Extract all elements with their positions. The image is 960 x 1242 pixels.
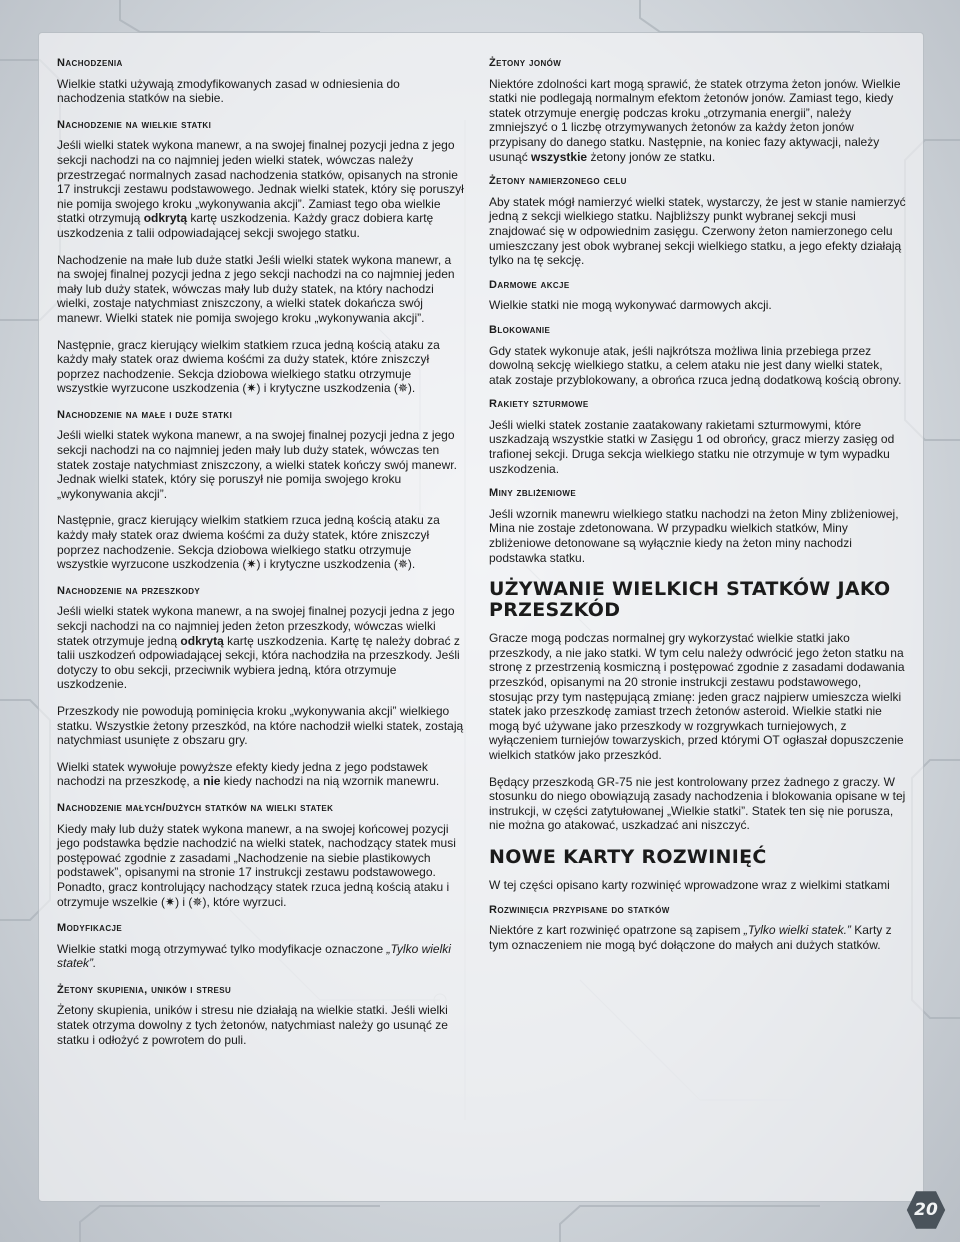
italic-tag: „Tylko wielki statek”.: [57, 941, 451, 971]
left-column: [57, 48, 465, 1059]
paragraph: [57, 604, 465, 692]
right-column: [489, 48, 907, 964]
paragraph: Następnie, gracz kierujący wielkim statkiem rzuca jedną kością ataku za każdy mały statek oraz dwiema kośćmi za duży statek, które zniszczył poprzez nachodzenie. Sekcja dziobowa wielkiego statku otrzymuje wszystkie wyrzucone uszkodzenia (✷) i krytyczne uszkodzenia (✵).: [57, 513, 440, 572]
italic-tag: „Tylko wielki statek.”: [743, 923, 851, 938]
heading-modyfikacje: Modyfikacje: [57, 922, 123, 935]
heading-miny: Miny zbliżeniowe: [489, 487, 577, 500]
paragraph: [57, 942, 465, 971]
text: żetony jonów ze statku.: [590, 149, 716, 164]
paragraph: Wielkie statki używają zmodyfikowanych zasad w odniesienia do nachodzenia statków na siebie.: [57, 76, 400, 106]
heading-nachodzenie-przeszkody: Nachodzenie na przeszkody: [57, 584, 201, 597]
paragraph: Jeśli wielki statek zostanie zaatakowany rakietami szturmowymi, które uszkadzają wszystkie statki w Zasięgu 1 od obrońcy, gracz mierzy zasięg od trafionej sekcji. Druga sekcja wielkiego statku nie otrzymuje w tym wypadku uszkodzenia.: [489, 417, 895, 476]
heading-zetony-jonow: Żetony jonów: [489, 57, 562, 69]
paragraph: Przeszkody nie powodują pominięcia kroku „wykonywania akcji” wielkiego statku. Wszystkie żetony przeszkód, na które nachodził wielki statek, zostają natychmiast usunięte z obszaru gry.: [57, 703, 464, 748]
paragraph: [489, 77, 907, 165]
heading-rozwiniecia: Rozwinięcia przypisane do statków: [489, 903, 670, 916]
text: Wielki statek wywołuje powyższe efekty kiedy jedna z jego podstawek nachodzi na przeszkodę, a: [57, 759, 428, 789]
text: kartę uszkodzenia. Każdy gracz dobiera kartę uszkodzenia z talii odpowiadającej sekcji swojego statku.: [57, 211, 434, 240]
heading-namierzony-cel: Żetony namierzonego celu: [489, 175, 627, 188]
paragraph: Gracze mogą podczas normalnej gry wykorzystać wielkie statki jako przeszkody, a nie jako statki. W tym celu należy odwrócić jego żeton statku na stronę z przestrzenią kosmiczną i postępować zgodnie z zasadami dodawania przeszkód, opisanymi na 20 stronie instrukcji zestawu podstawowego, stosując przy tym następującą zmianę: jeden gracz najpierw umieszcza wielki statek jako przeszkodę zamiast trzech żetonów asteroid. Wielkie statki nie mogą być używane jako przeszkody w rozgrywkach turniejowych, z wyłączeniem turniejów towarzyskich, przed którymi OT ogłaszał dopuszczenie wielkich statków jako przeszkód.: [489, 631, 905, 762]
paragraph: W tej części opisano karty rozwinięć wprowadzone wraz z wielkimi statkami: [489, 877, 890, 892]
heading-nachodzenie-male: Nachodzenie na małe i duże statki: [57, 408, 233, 421]
heading-blokowanie: Blokowanie: [489, 323, 551, 336]
keyword-nie: nie: [203, 774, 221, 789]
paragraph: [489, 923, 907, 952]
page-number-badge: [906, 1190, 946, 1230]
keyword-odkryta: odkrytą: [143, 211, 188, 226]
paragraph: Jeśli wzornik manewru wielkiego statku nachodzi na żeton Miny zbliżeniowej, Mina nie zostaje zdetonowana. W przypadku wielkich statków, Miny zbliżeniowe detonowane są wyłącznie kiedy na żeton miny nachodzi podstawka statku.: [489, 506, 899, 565]
paragraph: Gdy statek wykonuje atak, jeśli najkrótsza możliwa linia przebiega przez dowolną sekcję wielkiego statku, a celem ataku nie jest dany wielki statek, atak zostaje przyblokowany, a obrońca rzuca jedną dodatkową kością obrony.: [489, 343, 902, 387]
paragraph: [57, 760, 465, 789]
heading-uzywanie-jako-przeszkod: UŻYWANIE WIELKICH STATKÓW JAKO PRZESZKÓD: [489, 578, 891, 622]
paragraph: [57, 138, 465, 240]
text: Karty z tym oznaczeniem nie mogą być dołączone do małych ani dużych statków.: [489, 923, 892, 952]
keyword-wszystkie: wszystkie: [531, 149, 588, 164]
heading-nachodzenie-wielkie: Nachodzenie na wielkie statki: [57, 118, 212, 131]
keyword-odkryta: odkrytą: [180, 633, 224, 648]
heading-darmowe-akcje: Darmowe akcje: [489, 278, 570, 291]
text: Wielkie statki mogą otrzymywać tylko modyfikacje oznaczone: [57, 941, 384, 956]
text: Niektóre zdolności kart mogą sprawić, że statek otrzyma żeton jonów. Wielkie statki nie podlegają normalnym efektom żetonów jonów. Zamiast tego, kiedy statek otrzymuje energię podczas kroku „otrzymania energii”, należy zmniejszyć o 1 liczbę otrzymywanych żetonów za każdy żeton jonów przypisany do danego statku. Następnie, na koniec fazy aktywacji, należy usunąć: [489, 76, 901, 164]
heading-rakiety: Rakiety szturmowe: [489, 398, 589, 411]
heading-zetony-skupienia: Żetony skupienia, uników i stresu: [57, 983, 232, 996]
paragraph: Wielkie statki nie mogą wykonywać darmowych akcji.: [489, 298, 772, 313]
heading-nachodzenie-malych: Nachodzenie małych/dużych statków na wielki statek: [57, 801, 334, 814]
paragraph: Nachodzenie na małe lub duże statki Jeśli wielki statek wykona manewr, a na swojej finalnej pozycji jedna z jego sekcji nachodzi na co najmniej jeden mały lub duży statek, wówczas mały lub duży statek, na który nachodzi wielki, zostaje natychmiast zniszczony, a wielki statek dokańcza swój manewr. Wielki statek nie pomija swojego kroku „wykonywania akcji”.: [57, 252, 455, 325]
heading-nowe-karty: NOWE KARTY ROZWINIĘĆ: [489, 845, 767, 868]
paragraph: Następnie, gracz kierujący wielkim statkiem rzuca jedną kością ataku za każdy mały statek oraz dwiema kośćmi za duży statek, które zniszczył poprzez nachodzenie. Sekcja dziobowa wielkiego statku otrzymuje wszystkie wyrzucone uszkodzenia (✷) i krytyczne uszkodzenia (✵).: [57, 337, 440, 396]
paragraph: Jeśli wielki statek wykona manewr, a na swojej finalnej pozycji jedna z jego sekcji nachodzi na co najmniej jeden mały lub duży statek, wówczas ten statek zostaje natychmiast zniszczony, a wielki statek kończy swój manewr. Jednak wielki statek, który się poruszył nie pomija swojego kroku „wykonywania akcji”.: [57, 428, 457, 501]
text: Niektóre z kart rozwinięć opatrzone są zapisem: [489, 923, 741, 938]
paragraph: Aby statek mógł namierzyć wielki statek, wystarczy, że jest w stanie namierzyć jedną z sekcji wielkiego statku. Najbliższy punkt wybranej sekcji musi znajdować się w odpowiednim zasięgu. Czerwony żeton namierzonego celu umieszczany jest obok wybranej sekcji wielkiego statku, a jego efekty działają tylko na tę sekcję.: [489, 194, 906, 268]
text: kartę uszkodzenia. Kartę tę należy dobrać z talii uszkodzeń odpowiadającej sekcji, która nachodziła na przeszkody. Jeśli dotyczy to obu sekcji, przeciwnik wybiera jedną, która otrzymuje uszkodzenie.: [57, 633, 460, 692]
paragraph: Kiedy mały lub duży statek wykona manewr, a na swojej końcowej pozycji jego podstawka będzie nachodzić na wielki statek, nachodzący statek musi postępować zgodnie z zasadami „Nachodzenie na siebie plastikowych podstawek”, opisanymi na stronie 17 instrukcji zestawu podstawowego. Ponadto, gracz kontrolujący nachodzący statek rzuca jedną kością ataku i otrzymuje wszelkie (✷) i (✵), które wyrzuci.: [57, 821, 456, 909]
text: Jeśli wielki statek wykona manewr, a na swojej finalnej pozycji jedna z jego sekcji nachodzi na co najmniej jeden wielki statek, wówczas należy przestrzegać normalnych zasad nachodzenia statków, opisanych na stronie 17 instrukcji zestawu podstawowego. Jednak wielki statek, który się poruszył nie pomija swojego kroku „wykonywania akcji”. Zamiast tego oba wielkie statki otrzymują: [57, 138, 464, 226]
paragraph: Będący przeszkodą GR-75 nie jest kontrolowany przez żadnego z graczy. W stosunku do niego obowiązują zasady nachodzenia i blokowania opisane w tej instrukcji, w części zatytułowanej „Wielkie statki”. Statek ten się nie porusza, nie można go atakować, uszkadzać ani niszczyć.: [489, 774, 906, 833]
paragraph: Żetony skupienia, uników i stresu nie działają na wielkie statki. Jeśli wielki statek otrzyma dowolny z tych żetonów, natychmiast należy go usunąć ze statku i odłożyć z powrotem do puli.: [57, 1003, 448, 1047]
text: kiedy nachodzi na nią wzornik manewru.: [223, 774, 440, 789]
heading-nachodzenia: Nachodzenia: [57, 57, 123, 69]
page-number: 20: [914, 1200, 938, 1220]
text: Jeśli wielki statek wykona manewr, a na swojej finalnej pozycji jedna z jego sekcji nachodzi na co najmniej jeden żeton przeszkody, wówczas wielki statek otrzymuje jedną: [57, 604, 455, 648]
